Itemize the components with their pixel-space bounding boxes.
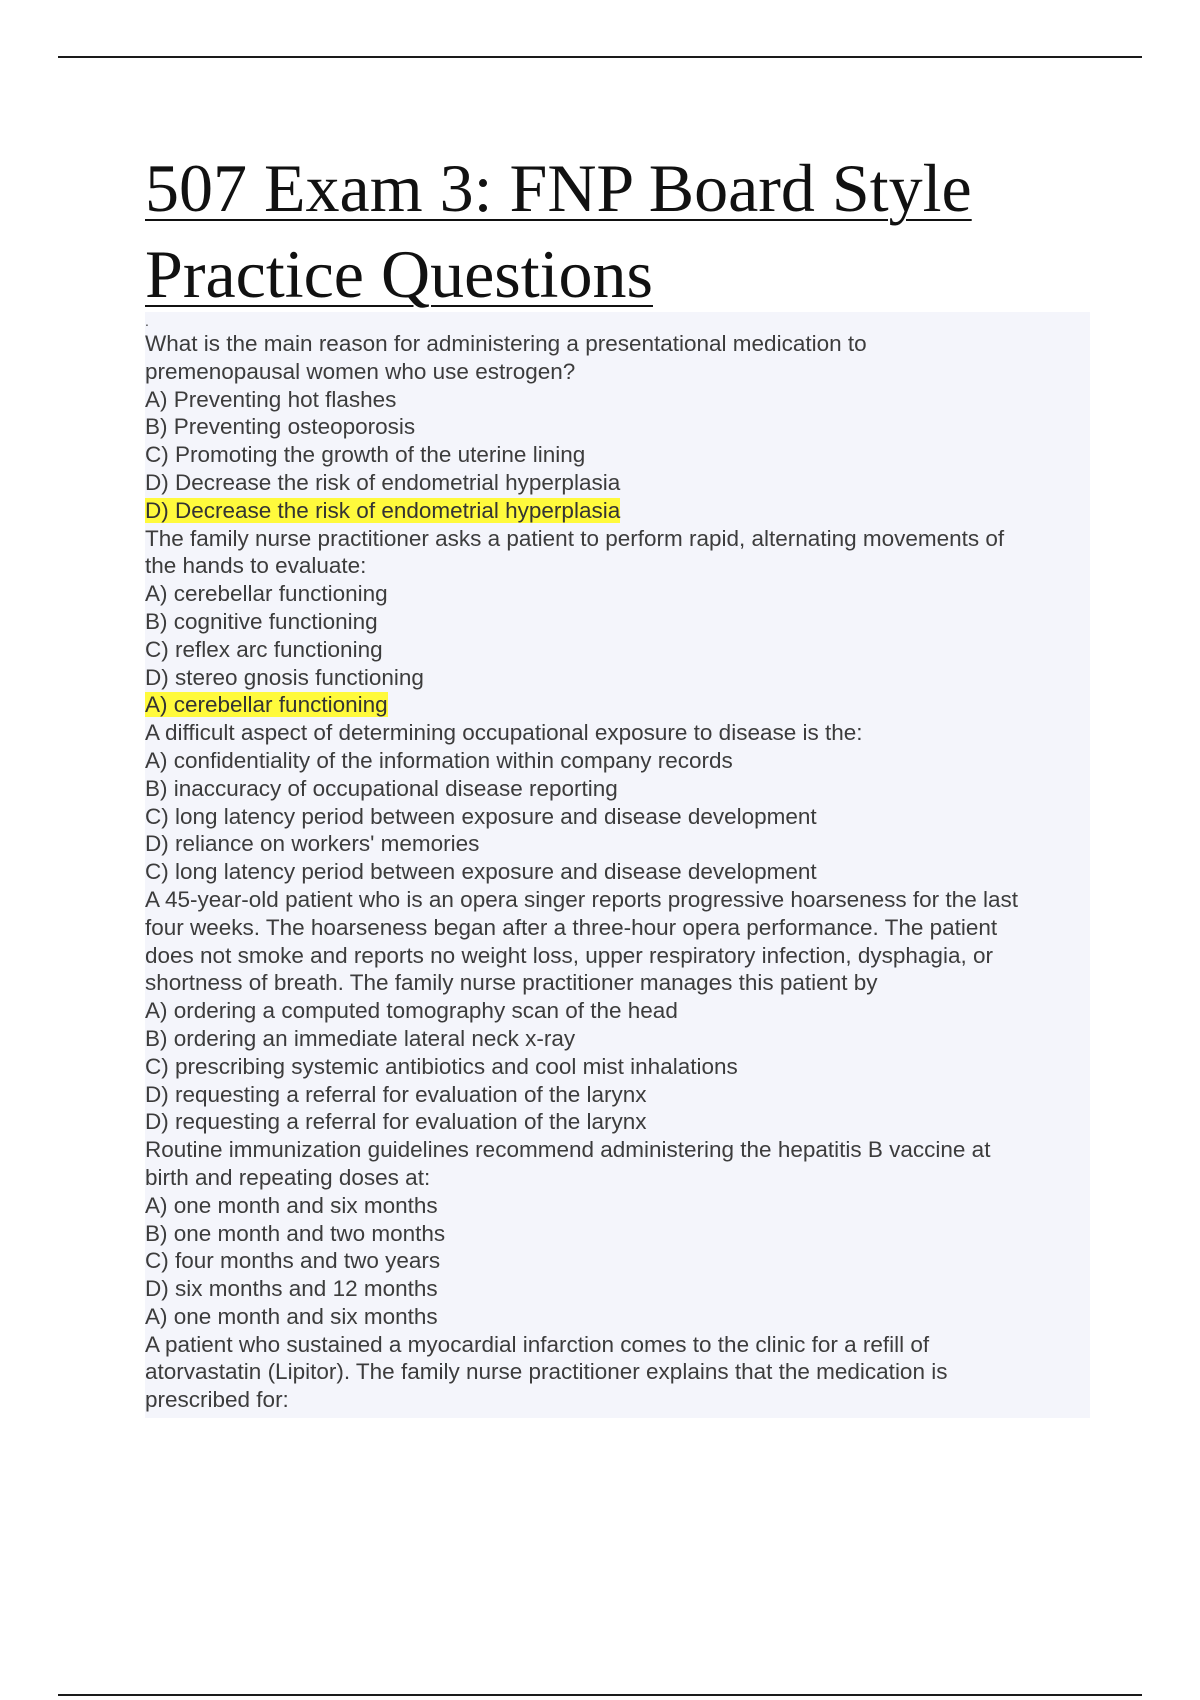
question-stem: does not smoke and reports no weight loss, upper respiratory infection, dysphagia, or [145, 942, 993, 968]
answer-highlight: D) Decrease the risk of endometrial hyperplasia [145, 497, 621, 523]
answer-option: B) inaccuracy of occupational disease reporting [145, 775, 618, 801]
question-block [145, 1331, 1090, 1414]
answer-option: C) long latency period between exposure and disease development [145, 803, 817, 829]
answer-option: D) Decrease the risk of endometrial hyperplasia [145, 469, 621, 495]
top-rule [58, 56, 1142, 58]
question-stem: the hands to evaluate: [145, 553, 367, 579]
question-stem: The family nurse practitioner asks a patient to perform rapid, alternating movements of [145, 525, 1005, 551]
question-stem: premenopausal women who use estrogen? [145, 358, 576, 384]
question-stem: A difficult aspect of determining occupational exposure to disease is the: [145, 720, 863, 746]
question-stem: prescribed for: [145, 1387, 289, 1413]
answer-option: D) six months and 12 months [145, 1276, 438, 1302]
question-block [145, 886, 1090, 1136]
correct-answer: A) one month and six months [145, 1303, 438, 1329]
question-stem: A 45-year-old patient who is an opera singer reports progressive hoarseness for the last [145, 886, 1018, 912]
answer-option: C) four months and two years [145, 1248, 441, 1274]
answer-option: B) cognitive functioning [145, 608, 378, 634]
answer-option: C) Promoting the growth of the uterine lining [145, 442, 586, 468]
lead-mark: . [145, 313, 149, 329]
answer-option: B) ordering an immediate lateral neck x-ray [145, 1025, 576, 1051]
question-stem: shortness of breath. The family nurse practitioner manages this patient by [145, 970, 878, 996]
question-stem: birth and repeating doses at: [145, 1164, 431, 1190]
question-stem: atorvastatin (Lipitor). The family nurse practitioner explains that the medication is [145, 1359, 948, 1385]
answer-option: A) one month and six months [145, 1192, 438, 1218]
question-stem: What is the main reason for administering a presentational medication to [145, 331, 867, 356]
question-stem: four weeks. The hoarseness began after a three-hour opera performance. The patient [145, 914, 998, 940]
answer-option: B) one month and two months [145, 1220, 446, 1246]
answer-option: B) Preventing osteoporosis [145, 414, 416, 440]
title-line-2: Practice Questions [145, 236, 653, 312]
correct-answer [145, 497, 1090, 525]
correct-answer: C) long latency period between exposure and disease development [145, 859, 817, 885]
question-block [145, 1136, 1090, 1331]
question-block [145, 330, 1090, 525]
answer-option: A) ordering a computed tomography scan of the head [145, 998, 678, 1024]
correct-answer: D) requesting a referral for evaluation of the larynx [145, 1109, 647, 1135]
question-block [145, 525, 1090, 720]
answer-option: C) prescribing systemic antibiotics and cool mist inhalations [145, 1053, 738, 1079]
answer-option: A) confidentiality of the information within company records [145, 747, 733, 773]
answer-option: A) cerebellar functioning [145, 581, 388, 607]
question-stem: A patient who sustained a myocardial infarction comes to the clinic for a refill of [145, 1331, 930, 1357]
question-stem: Routine immunization guidelines recommend administering the hepatitis B vaccine at [145, 1137, 991, 1163]
answer-option: D) stereo gnosis functioning [145, 664, 424, 690]
correct-answer [145, 691, 1090, 719]
title-line-1: 507 Exam 3: FNP Board Style [145, 150, 972, 226]
answer-option: A) Preventing hot flashes [145, 386, 397, 412]
bottom-rule [58, 1694, 1142, 1696]
answer-option: D) requesting a referral for evaluation of the larynx [145, 1081, 647, 1107]
question-block [145, 719, 1090, 886]
question-list [145, 312, 1090, 1418]
answer-option: C) reflex arc functioning [145, 636, 383, 662]
answer-option: D) reliance on workers' memories [145, 831, 480, 857]
answer-highlight: A) cerebellar functioning [145, 692, 388, 718]
document-title [145, 145, 1125, 317]
